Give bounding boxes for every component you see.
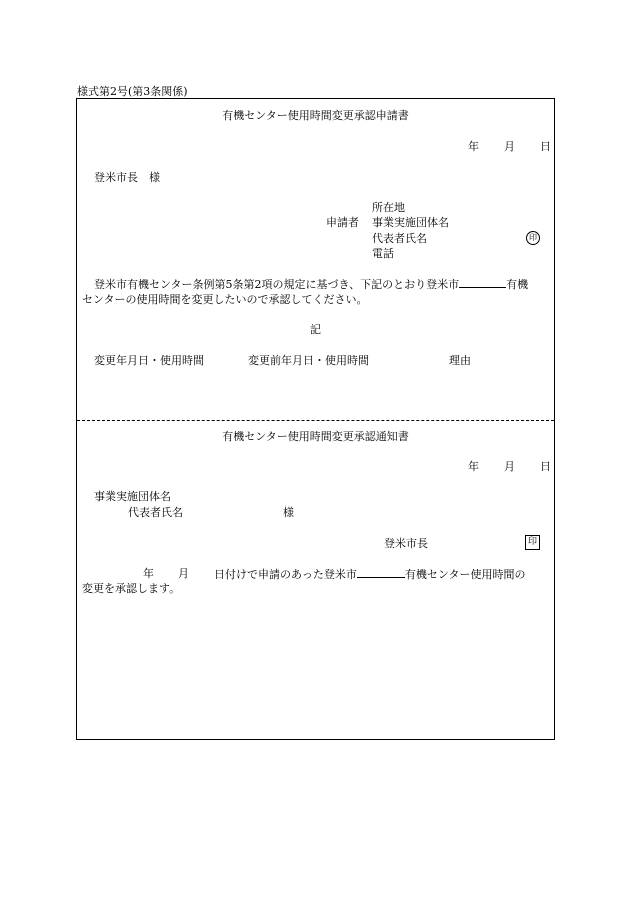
application-date-month: 月 [504,140,515,153]
cut-line [77,420,554,421]
addressee: 登米市長 様 [94,171,160,184]
column-previous-datetime: 変更前年月日・使用時間 [248,354,369,367]
application-body-text-2: 有機 [506,278,529,291]
application-date-year: 年 [468,140,479,153]
form-frame [76,98,555,740]
applicant-field-address: 所在地 [372,201,405,214]
notice-rep-label: 代表者氏名 [128,506,183,519]
form-number-label: 様式第2号(第3条関係) [77,85,188,98]
notice-sama: 様 [283,506,294,519]
ki-heading: 記 [310,323,321,336]
application-body-line2: センターの使用時間を変更したいので承認してください。 [82,293,368,306]
column-new-datetime: 変更年月日・使用時間 [94,354,204,367]
notice-org-label: 事業実施団体名 [94,490,171,503]
notice-body-year: 年 [143,567,154,580]
column-reason: 理由 [449,354,471,367]
application-title: 有機センター使用時間変更承認申請書 [222,109,409,122]
notice-body-month: 月 [178,567,189,580]
notice-title: 有機センター使用時間変更承認通知書 [222,430,409,443]
issuer-seal-mark: 印 [525,535,540,550]
applicant-field-representative: 代表者氏名 [372,232,427,245]
application-date-day: 日 [540,140,551,153]
application-body-text-1: 登米市有機センター条例第5条第2項の規定に基づき、下記のとおり登米市 [94,278,460,291]
notice-body-line2: 変更を承認します。 [82,582,181,595]
application-body-blank [459,278,506,288]
notice-issuer: 登米市長 [384,537,428,550]
application-body-line1 [94,278,528,290]
applicant-label: 申請者 [326,216,359,229]
notice-body-blank [357,568,405,578]
applicant-field-organization: 事業実施団体名 [372,216,449,229]
applicant-seal-mark: 印 [526,231,540,245]
notice-date-year: 年 [468,460,479,473]
notice-date-day: 日 [540,460,551,473]
notice-body-line1 [214,568,525,580]
notice-date-month: 月 [504,460,515,473]
notice-body-text-2: 有機センター使用時間の [404,568,526,581]
applicant-field-phone: 電話 [372,247,394,260]
notice-body-text-1: 日付けで申請のあった登米市 [214,568,357,581]
